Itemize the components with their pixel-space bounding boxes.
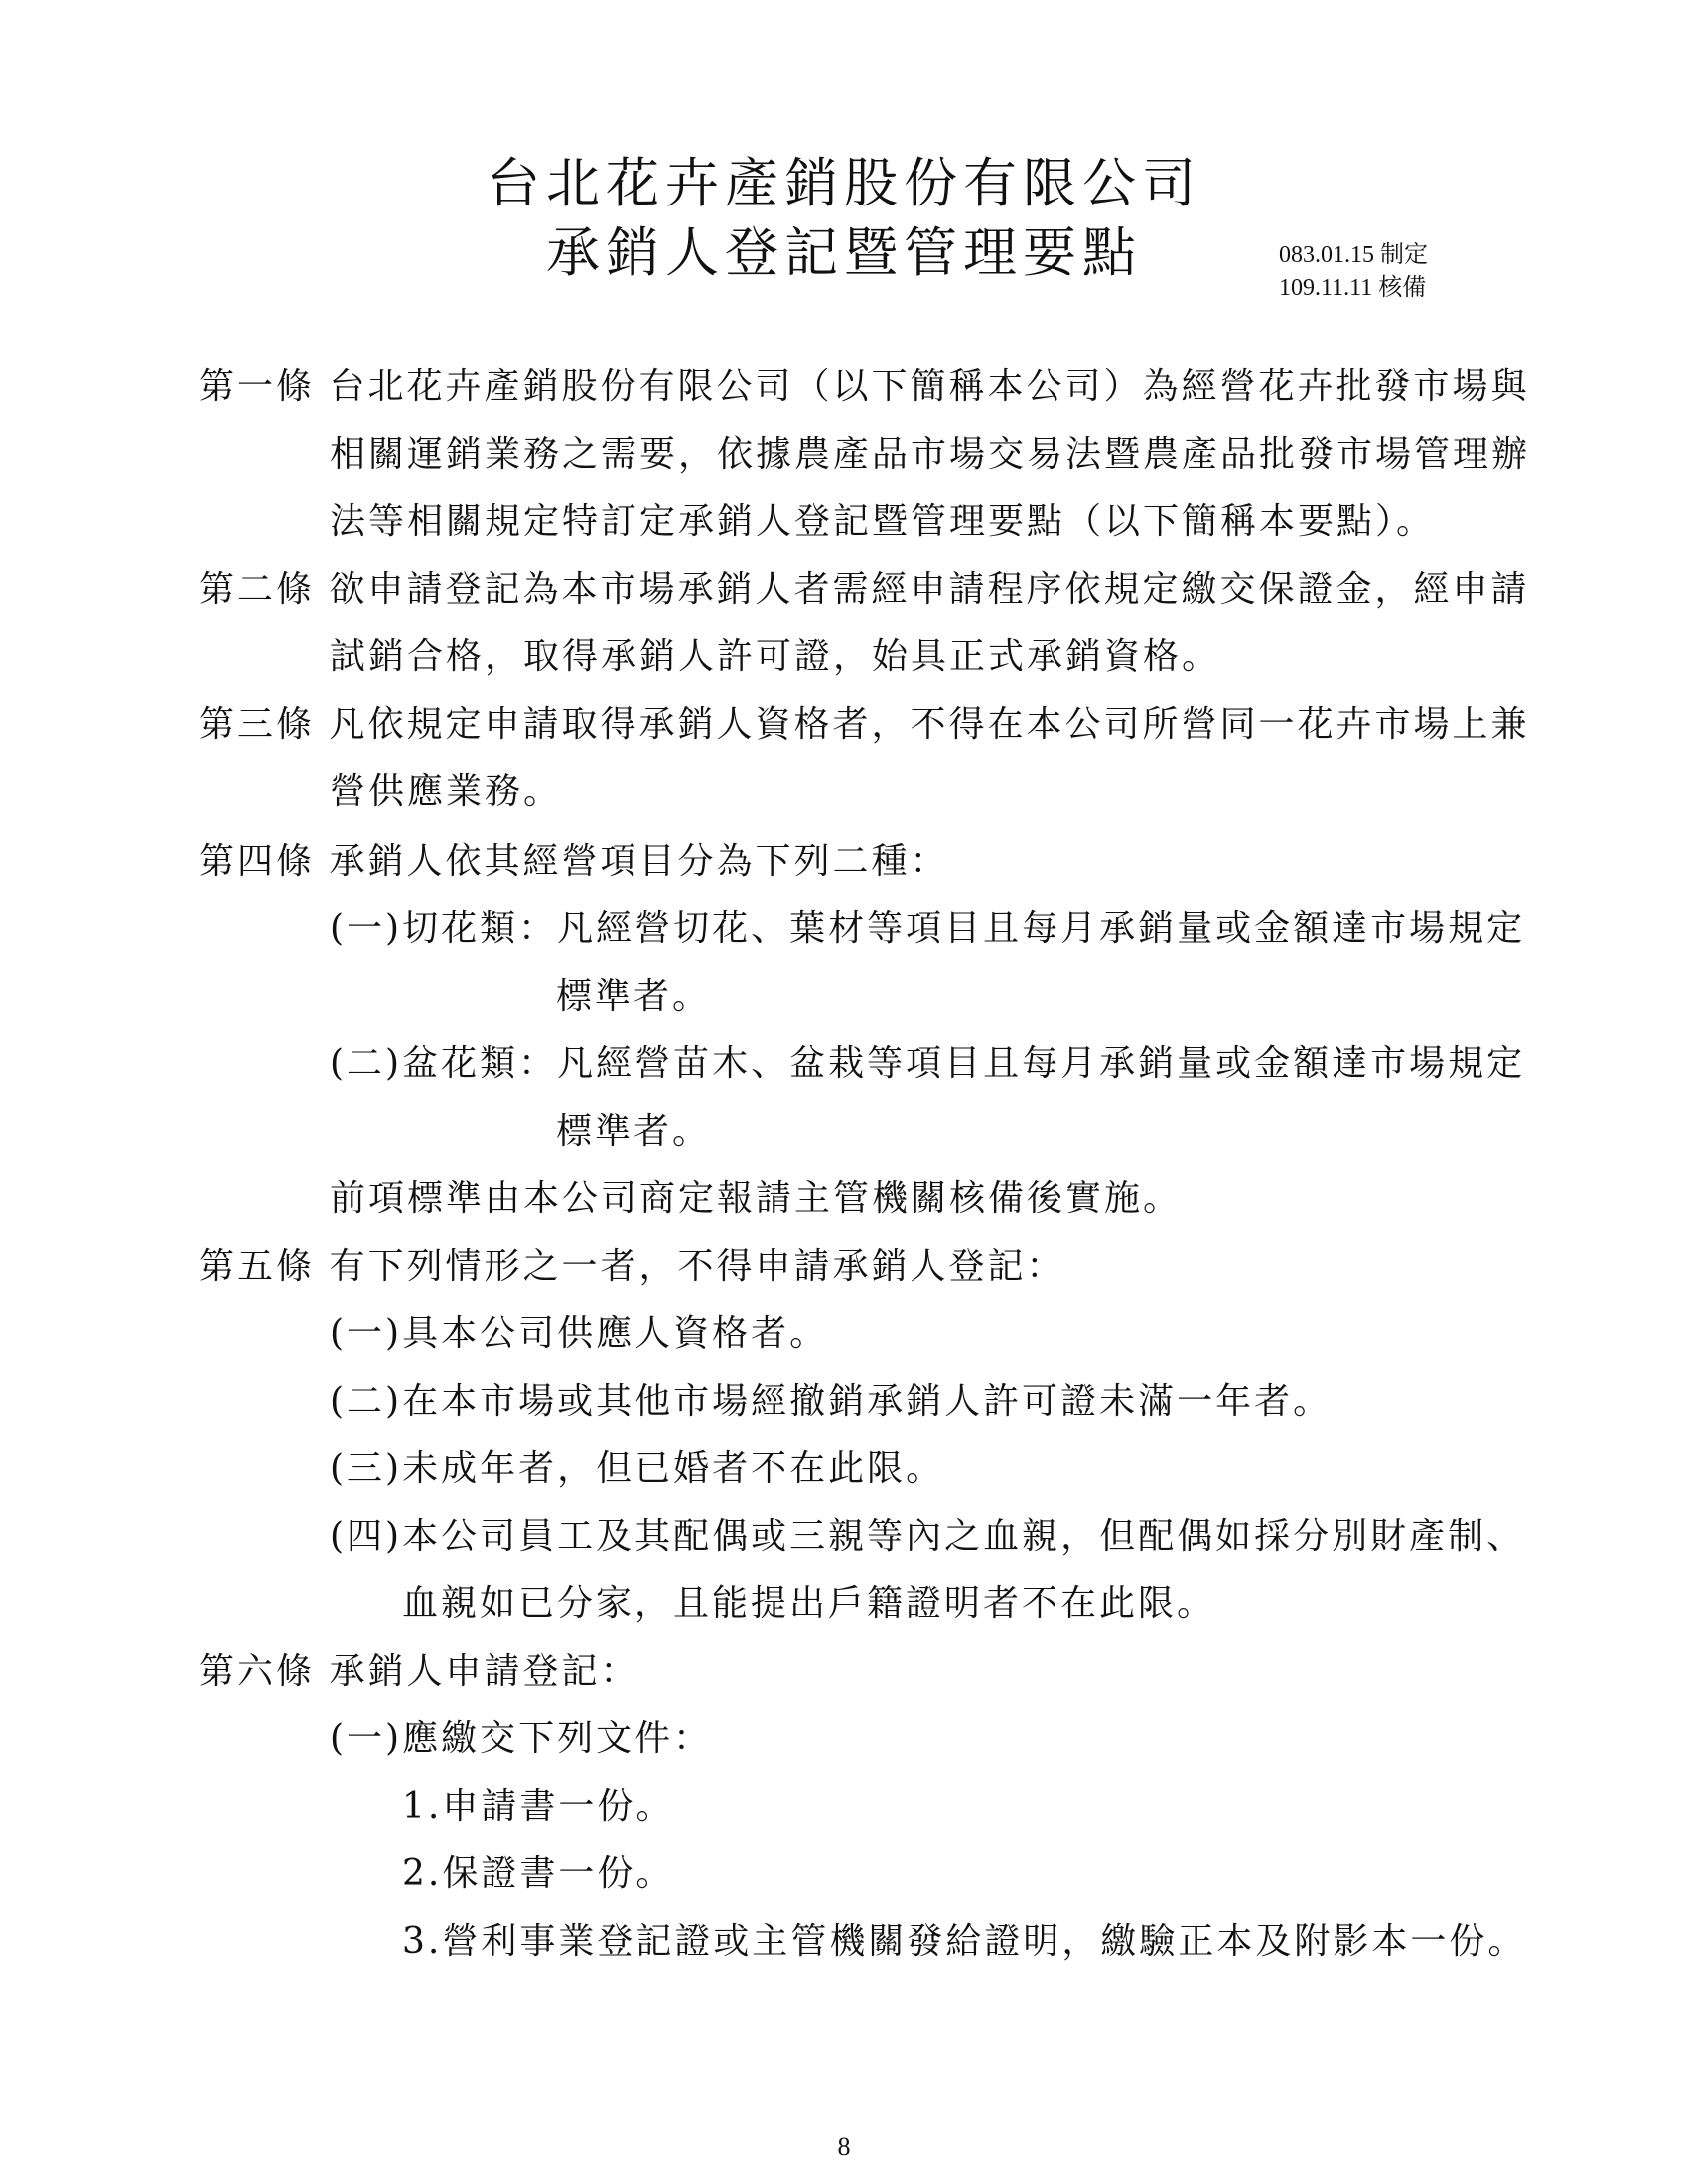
article-5-item-4: (四)本公司員工及其配偶或三親等內之血親，但配偶如採分別財產制、 [330,1516,1526,1557]
article-5-item-1: (一)具本公司供應人資格者。 [330,1313,829,1354]
approved-date: 109.11.11 核備 [1279,275,1427,301]
article-4-line-1: 第四條 承銷人依其經營項目分為下列二種： [199,841,949,882]
article-1-line-2: 相關運銷業務之需要，依據農產品市場交易法暨農產品批發市場管理辦 [330,434,1531,475]
article-5-item-2: (二)在本市場或其他市場經撤銷承銷人許可證未滿一年者。 [330,1381,1333,1422]
article-5-item-3: (三)未成年者，但已婚者不在此限。 [330,1448,945,1489]
document-subtitle: 承銷人登記暨管理要點 [546,221,1142,284]
article-1-line-3: 法等相關規定特訂定承銷人登記暨管理要點（以下簡稱本要點）。 [330,501,1436,542]
article-2-line-1: 第二條 欲申請登記為本市場承銷人者需經申請程序依規定繳交保證金，經申請 [199,569,1530,610]
article-4-item-1-cont: 標準者。 [556,976,712,1017]
page-number: 8 [837,2132,851,2161]
article-3-line-2: 營供應業務。 [330,771,563,812]
article-4-item-2-cont: 標準者。 [556,1111,712,1152]
article-6-doc-3: 3.營利事業登記證或主管機關發給證明，繳驗正本及附影本一份。 [402,1921,1527,1962]
enacted-date: 083.01.15 制定 [1279,242,1428,268]
article-6-line-1: 第六條 承銷人申請登記： [199,1651,639,1692]
article-2-line-2: 試銷合格，取得承銷人許可證，始具正式承銷資格。 [330,636,1221,677]
article-6-doc-2: 2.保證書一份。 [402,1853,675,1894]
document-title: 台北花卉產銷股份有限公司 [487,152,1201,214]
article-6-item-1: (一)應繳交下列文件： [330,1718,713,1759]
article-4-item-2: (二)盆花類：凡經營苗木、盆栽等項目且每月承銷量或金額達市場規定 [330,1043,1526,1084]
article-5-item-4-cont: 血親如已分家，且能提出戶籍證明者不在此限。 [402,1583,1216,1624]
article-3-line-1: 第三條 凡依規定申請取得承銷人資格者，不得在本公司所營同一花卉市場上兼 [199,704,1530,745]
article-5-line-1: 第五條 有下列情形之一者，不得申請承銷人登記： [199,1246,1065,1287]
article-6-doc-1: 1.申請書一份。 [402,1786,675,1827]
article-1-line-1: 第一條 台北花卉產銷股份有限公司（以下簡稱本公司）為經營花卉批發市場與 [199,366,1530,407]
article-4-item-1: (一)切花類：凡經營切花、葉材等項目且每月承銷量或金額達市場規定 [330,908,1526,949]
article-4-note: 前項標準由本公司商定報請主管機關核備後實施。 [330,1178,1183,1219]
